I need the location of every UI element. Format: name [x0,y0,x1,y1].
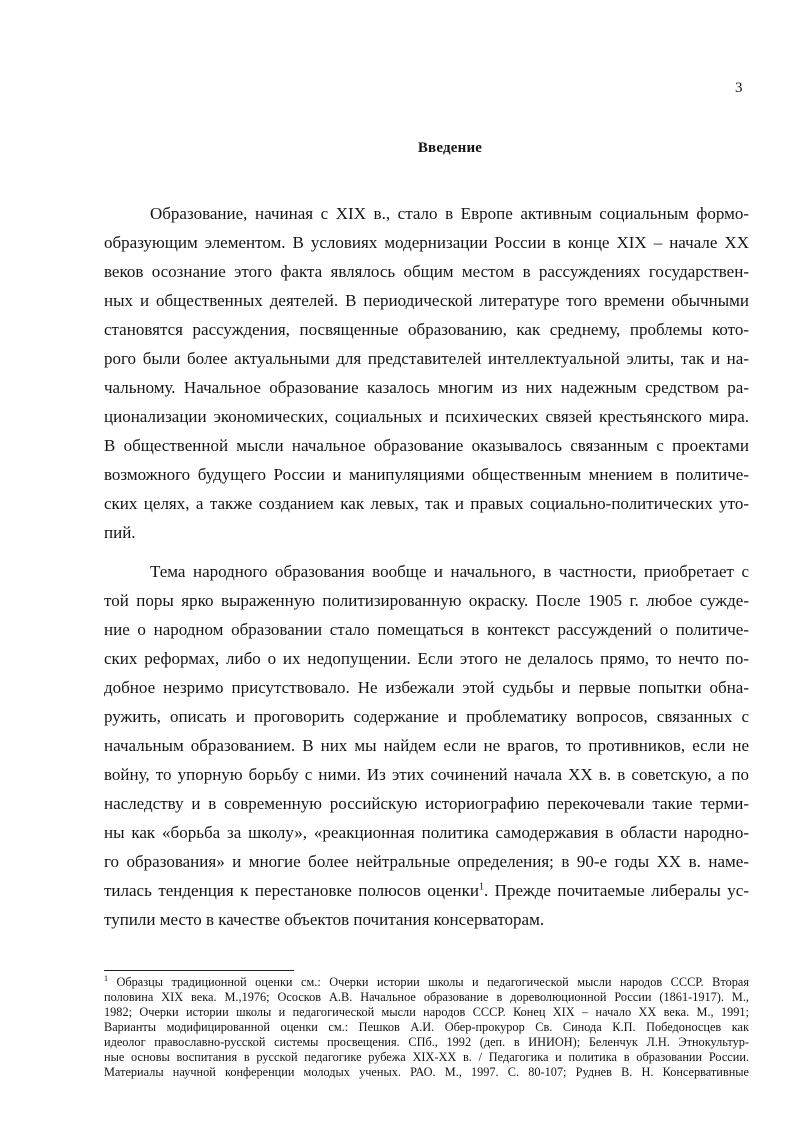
page-number: 3 [735,80,743,96]
footnote-line: Варианты модифицированной оценки см.: Пешков А.И. Обер-прокурор Св. Синода К.П. Победоносцев как [104,1020,749,1034]
text-line: го образования» и многие более нейтральные определения; в 90-е годы XX в. наме- [104,852,749,871]
footnote-line: ные основы воспитания в русской педагогике рубежа XIX-XX в. / Педагогика и политика в образовании России. [104,1050,749,1064]
footnote-text: Образцы традиционной оценки см.: Очерки истории школы и педагогической мысли народов СССР. Вторая [108,975,749,989]
text-line: тупили место в качестве объектов почитания консерваторам. [104,910,545,929]
footnote-line: 1982; Очерки истории школы и педагогической мысли народов СССР. Конец XIX – начало XX века. М., 1991; [104,1005,749,1019]
footnote-reference[interactable]: 1 [478,881,484,893]
footnote-line: половина XIX века. М.,1976; Ососков А.В. Начальное образование в дореволюционной России (1861-1917). М., [104,990,749,1004]
footnote-marker: 1 [104,973,108,983]
footnote-line: идеолог православно-русской системы просвещения. СПб., 1992 (деп. в ИНИОН); Беленчук Л.Н. Этнокультур- [104,1035,749,1049]
text-line: той поры ярко выраженную политизированную окраску. После 1905 г. любое сужде- [104,591,749,610]
text-line: Тема народного образования вообще и начального, в частности, приобретает с [150,562,749,581]
text-line: ных и общественных деятелей. В периодической литературе того времени обычными [104,291,749,310]
text-line [104,880,749,902]
text-line: веков осознание этого факта являлось общим местом в рассуждениях государствен- [104,262,749,281]
text-line: ских целях, а также созданием как левых, так и правых социально-политических уто- [104,494,749,513]
text-line: образующим элементом. В условиях модернизации России в конце XIX – начале XX [104,233,749,252]
text-line: начальным образованием. В них мы найдем если не врагов, то противников, если не [104,736,749,755]
text-line: В общественной мысли начальное образование оказывалось связанным с проектами [104,436,749,455]
text-line: становятся рассуждения, посвященные образованию, как среднему, проблемы кото- [104,320,749,339]
text-line: ских реформах, либо о их недопущении. Если этого не делалось прямо, то нечто по- [104,649,749,668]
text-line: наследству и в современную российскую историографию перекочевали такие терми- [104,794,749,813]
text-segment: . Прежде почитаемые либералы ус- [483,881,749,900]
text-line: возможного будущего России и манипуляциями общественным мнением в политиче- [104,465,749,484]
text-line: ружить, описать и проговорить содержание и проблематику вопросов, связанных с [104,707,749,726]
footnote-line: Материалы научной конференции молодых ученых. РАО. М., 1997. С. 80-107; Руднев В. Н. Консервативные [104,1065,749,1079]
text-segment: тилась тенденция к перестановке полюсов оценки [104,881,479,900]
text-line: пий. [104,523,136,542]
text-line: чальному. Начальное образование казалось многим из них надежным средством ра- [104,378,749,397]
text-line: войну, то упорную борьбу с ними. Из этих сочинений начала XX в. в советскую, а по [104,765,749,784]
text-line: добное незримо присутствовало. Не избежали этой судьбы и первые попытки обна- [104,678,749,697]
footnote-line [104,975,749,990]
text-line: ние о народном образовании стало помещаться в контекст рассуждений о политиче- [104,620,749,639]
text-line: ционализации экономических, социальных и психических связей крестьянского мира. [104,407,749,426]
text-line: Образование, начиная с XIX в., стало в Европе активным социальным формо- [150,204,749,223]
page-title: Введение [417,140,483,156]
text-line: ны как «борьба за школу», «реакционная политика самодержавия в области народно- [104,823,749,842]
text-line: рого были более актуальными для представителей интеллектуальной элиты, так и на- [104,349,749,368]
footnote-divider [104,970,294,971]
